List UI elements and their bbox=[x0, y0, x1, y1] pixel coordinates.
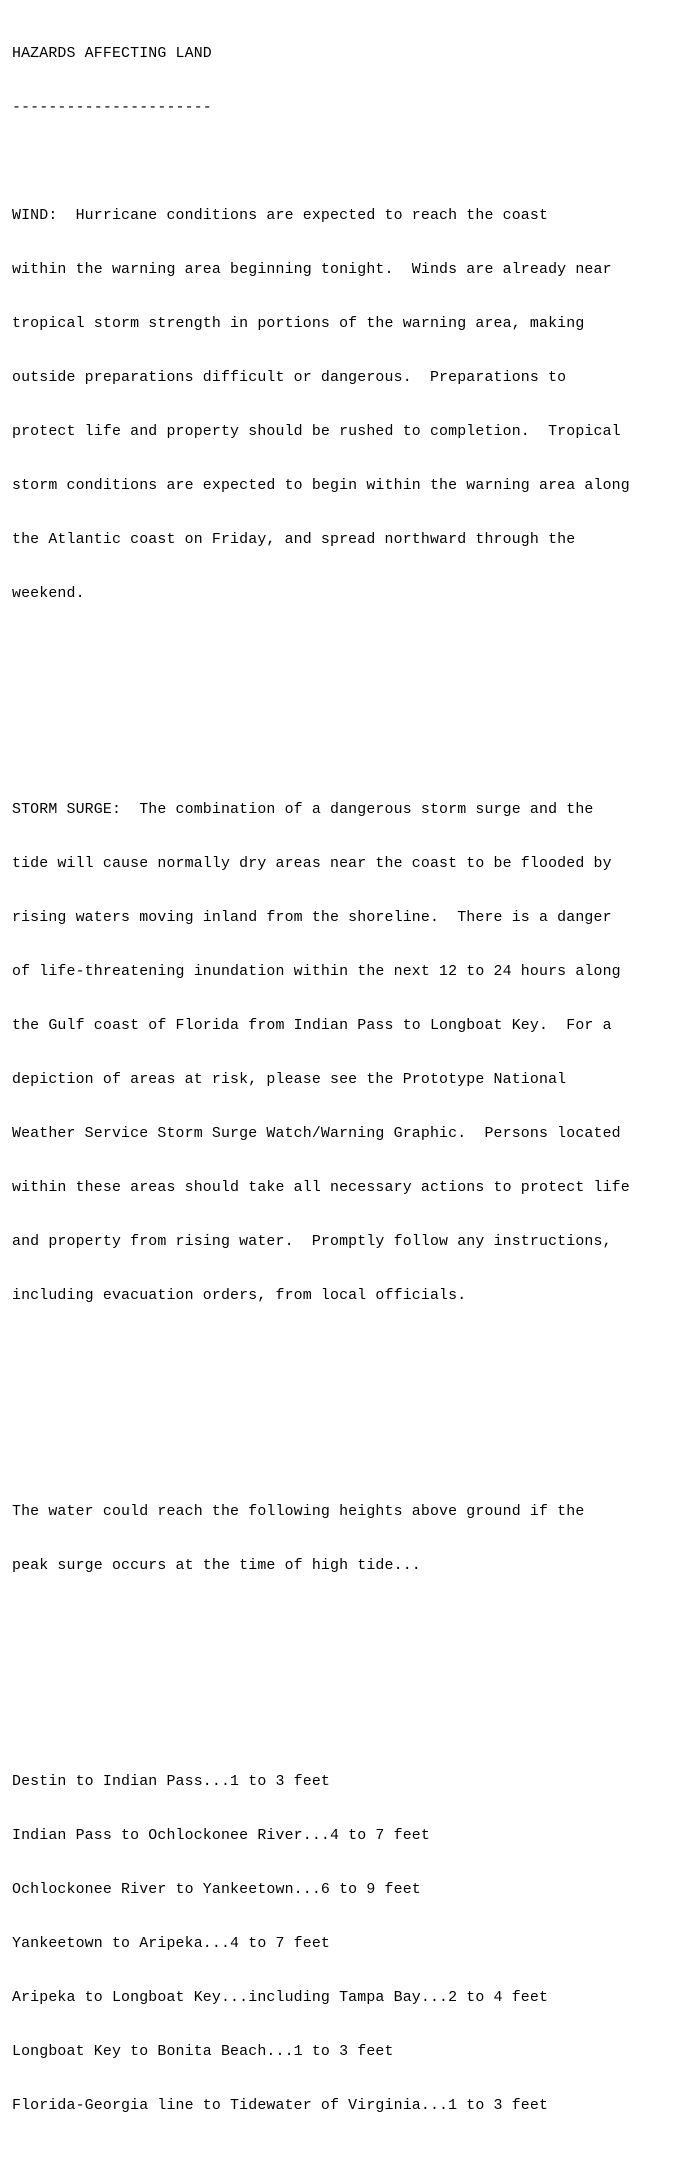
surge-height-item: Ochlockonee River to Yankeetown...6 to 9 feet bbox=[12, 1882, 421, 1898]
wind-line: weekend. bbox=[12, 586, 85, 602]
wind-line: the Atlantic coast on Friday, and spread northward through the bbox=[12, 532, 576, 548]
paragraph-spacer bbox=[12, 1395, 687, 1413]
storm-surge-line: Weather Service Storm Surge Watch/Warning Graphic. Persons located bbox=[12, 1126, 621, 1142]
wind-line: tropical storm strength in portions of the warning area, making bbox=[12, 316, 585, 332]
storm-surge-paragraph bbox=[12, 765, 687, 1341]
heading-underline: ---------------------- bbox=[12, 100, 212, 116]
storm-surge-line: of life-threatening inundation within the next 12 to 24 hours along bbox=[12, 964, 621, 980]
wind-paragraph bbox=[12, 171, 687, 639]
storm-surge-line: within these areas should take all necessary actions to protect life bbox=[12, 1180, 630, 1196]
heights-intro-paragraph bbox=[12, 1467, 687, 1611]
storm-surge-line: STORM SURGE: The combination of a dangerous storm surge and the bbox=[12, 802, 594, 818]
wind-line: WIND: Hurricane conditions are expected to reach the coast bbox=[12, 208, 549, 224]
wind-line: storm conditions are expected to begin within the warning area along bbox=[12, 478, 630, 494]
storm-surge-line: depiction of areas at risk, please see the Prototype National bbox=[12, 1072, 567, 1088]
section-heading: HAZARDS AFFECTING LAND bbox=[12, 46, 212, 62]
wind-line: outside preparations difficult or dangerous. Preparations to bbox=[12, 370, 567, 386]
surge-height-item: Yankeetown to Aripeka...4 to 7 feet bbox=[12, 1936, 331, 1952]
surge-heights-list bbox=[12, 1737, 687, 2151]
storm-surge-line: and property from rising water. Promptly follow any instructions, bbox=[12, 1234, 612, 1250]
surge-height-item: Florida-Georgia line to Tidewater of Virginia...1 to 3 feet bbox=[12, 2098, 549, 2114]
surge-height-item: Aripeka to Longboat Key...including Tampa Bay...2 to 4 feet bbox=[12, 1990, 549, 2006]
storm-surge-line: tide will cause normally dry areas near the coast to be flooded by bbox=[12, 856, 612, 872]
heights-intro-line: The water could reach the following heights above ground if the bbox=[12, 1504, 585, 1520]
surge-height-item: Longboat Key to Bonita Beach...1 to 3 feet bbox=[12, 2044, 394, 2060]
storm-surge-line: rising waters moving inland from the shoreline. There is a danger bbox=[12, 910, 612, 926]
heights-intro-line: peak surge occurs at the time of high tide... bbox=[12, 1558, 421, 1574]
paragraph-spacer bbox=[12, 693, 687, 711]
wind-line: within the warning area beginning tonight. Winds are already near bbox=[12, 262, 612, 278]
storm-surge-line: including evacuation orders, from local officials. bbox=[12, 1288, 467, 1304]
paragraph-spacer bbox=[12, 1665, 687, 1683]
wind-line: protect life and property should be rushed to completion. Tropical bbox=[12, 424, 621, 440]
surge-height-item: Destin to Indian Pass...1 to 3 feet bbox=[12, 1774, 331, 1790]
storm-surge-line: the Gulf coast of Florida from Indian Pass to Longboat Key. For a bbox=[12, 1018, 612, 1034]
surge-height-item: Indian Pass to Ochlockonee River...4 to 7 feet bbox=[12, 1828, 430, 1844]
